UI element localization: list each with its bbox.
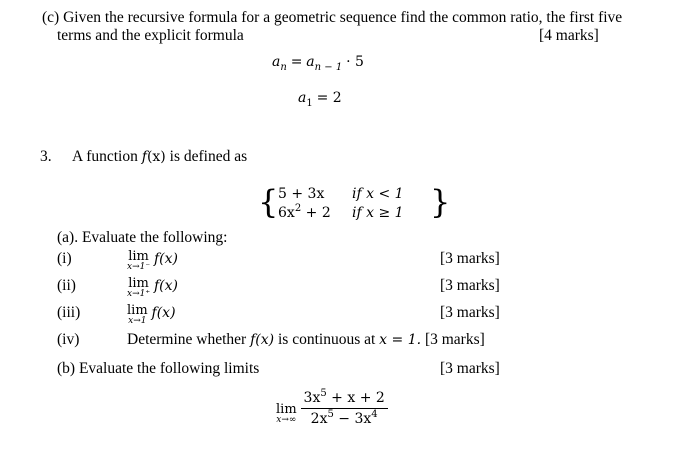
piece-cond: if x < 1 xyxy=(352,186,404,202)
limit-at-infinity xyxy=(276,390,388,427)
piece-expr xyxy=(278,205,331,221)
expr: 6x xyxy=(278,205,295,221)
term: − 3x xyxy=(333,411,372,427)
lim: lim xyxy=(128,249,149,264)
intro-text: is defined as xyxy=(169,148,248,165)
limit-expression xyxy=(127,277,178,299)
question-number: 3. xyxy=(40,148,52,165)
fraction xyxy=(301,390,388,427)
lim-under: x→1 xyxy=(128,316,147,326)
right-brace: } xyxy=(430,183,451,221)
expr: f(x) xyxy=(151,305,176,321)
lim: lim xyxy=(128,276,149,291)
text: is continuous at xyxy=(277,331,376,348)
formula-term: a xyxy=(306,54,315,70)
item-marks: [3 marks] xyxy=(440,277,500,294)
lim-under: x→∞ xyxy=(276,414,297,425)
part-b-heading: (b) Evaluate the following limits xyxy=(57,360,260,377)
item-label: (ii) xyxy=(57,277,76,294)
function-name: f xyxy=(141,149,147,165)
left-brace: { xyxy=(258,183,279,221)
item-label: (iii) xyxy=(57,304,81,321)
exp: 5 xyxy=(327,409,334,420)
term: + x + 2 xyxy=(326,390,385,406)
denominator xyxy=(301,409,388,427)
function-arg: (x) xyxy=(146,149,166,165)
exp: 4 xyxy=(371,409,378,420)
piecewise-function xyxy=(258,183,451,225)
part-c-line2: terms and the explicit formula xyxy=(57,27,244,44)
limit-expression xyxy=(127,250,178,272)
item-marks: [3 marks] xyxy=(440,304,500,321)
expr: x = 1. xyxy=(379,332,422,348)
formula-tail: · 5 xyxy=(346,54,364,70)
formula-term: a xyxy=(272,54,281,70)
lim: lim xyxy=(276,401,297,417)
exp: 2 xyxy=(294,203,302,214)
formula-sub: 1 xyxy=(306,98,313,109)
piece-expr: 5 + 3x xyxy=(278,186,325,202)
formula-term: a xyxy=(298,90,307,106)
item-label: (iv) xyxy=(57,331,80,348)
expr: f(x) xyxy=(153,251,178,267)
expr-tail: + 2 xyxy=(301,205,331,221)
term: 3x xyxy=(303,390,321,406)
formula-rhs: = 2 xyxy=(316,90,342,106)
part-c-marks: [4 marks] xyxy=(539,27,599,44)
question-3-intro xyxy=(72,148,247,166)
formula-sub: n − 1 xyxy=(314,62,343,73)
piece-cond: if x ≥ 1 xyxy=(352,205,404,221)
limit-expression xyxy=(127,304,176,326)
lim-under: x→1⁺ xyxy=(127,289,151,299)
expr: f(x) xyxy=(153,278,178,294)
initial-term xyxy=(298,89,342,107)
formula-eq: = xyxy=(290,54,303,70)
lim: lim xyxy=(127,303,148,318)
expr: f(x) xyxy=(250,332,275,348)
part-b-marks: [3 marks] xyxy=(440,360,500,377)
term: 2x xyxy=(310,411,328,427)
item-marks: [3 marks] xyxy=(440,250,500,267)
lim-under: x→1⁻ xyxy=(127,262,151,272)
numerator xyxy=(301,390,388,409)
part-c-line1: (c) Given the recursive formula for a geometric sequence find the common ratio, the first five xyxy=(42,9,623,26)
item-label: (i) xyxy=(57,250,72,267)
recursive-formula xyxy=(272,53,364,71)
part-a-heading: (a). Evaluate the following: xyxy=(57,229,228,246)
formula-sub: n xyxy=(280,62,287,73)
text: Determine whether xyxy=(127,331,247,348)
item-marks: [3 marks] xyxy=(424,331,485,348)
continuity-question xyxy=(127,331,485,349)
exp: 5 xyxy=(320,388,327,399)
intro-text: A function xyxy=(72,148,138,165)
